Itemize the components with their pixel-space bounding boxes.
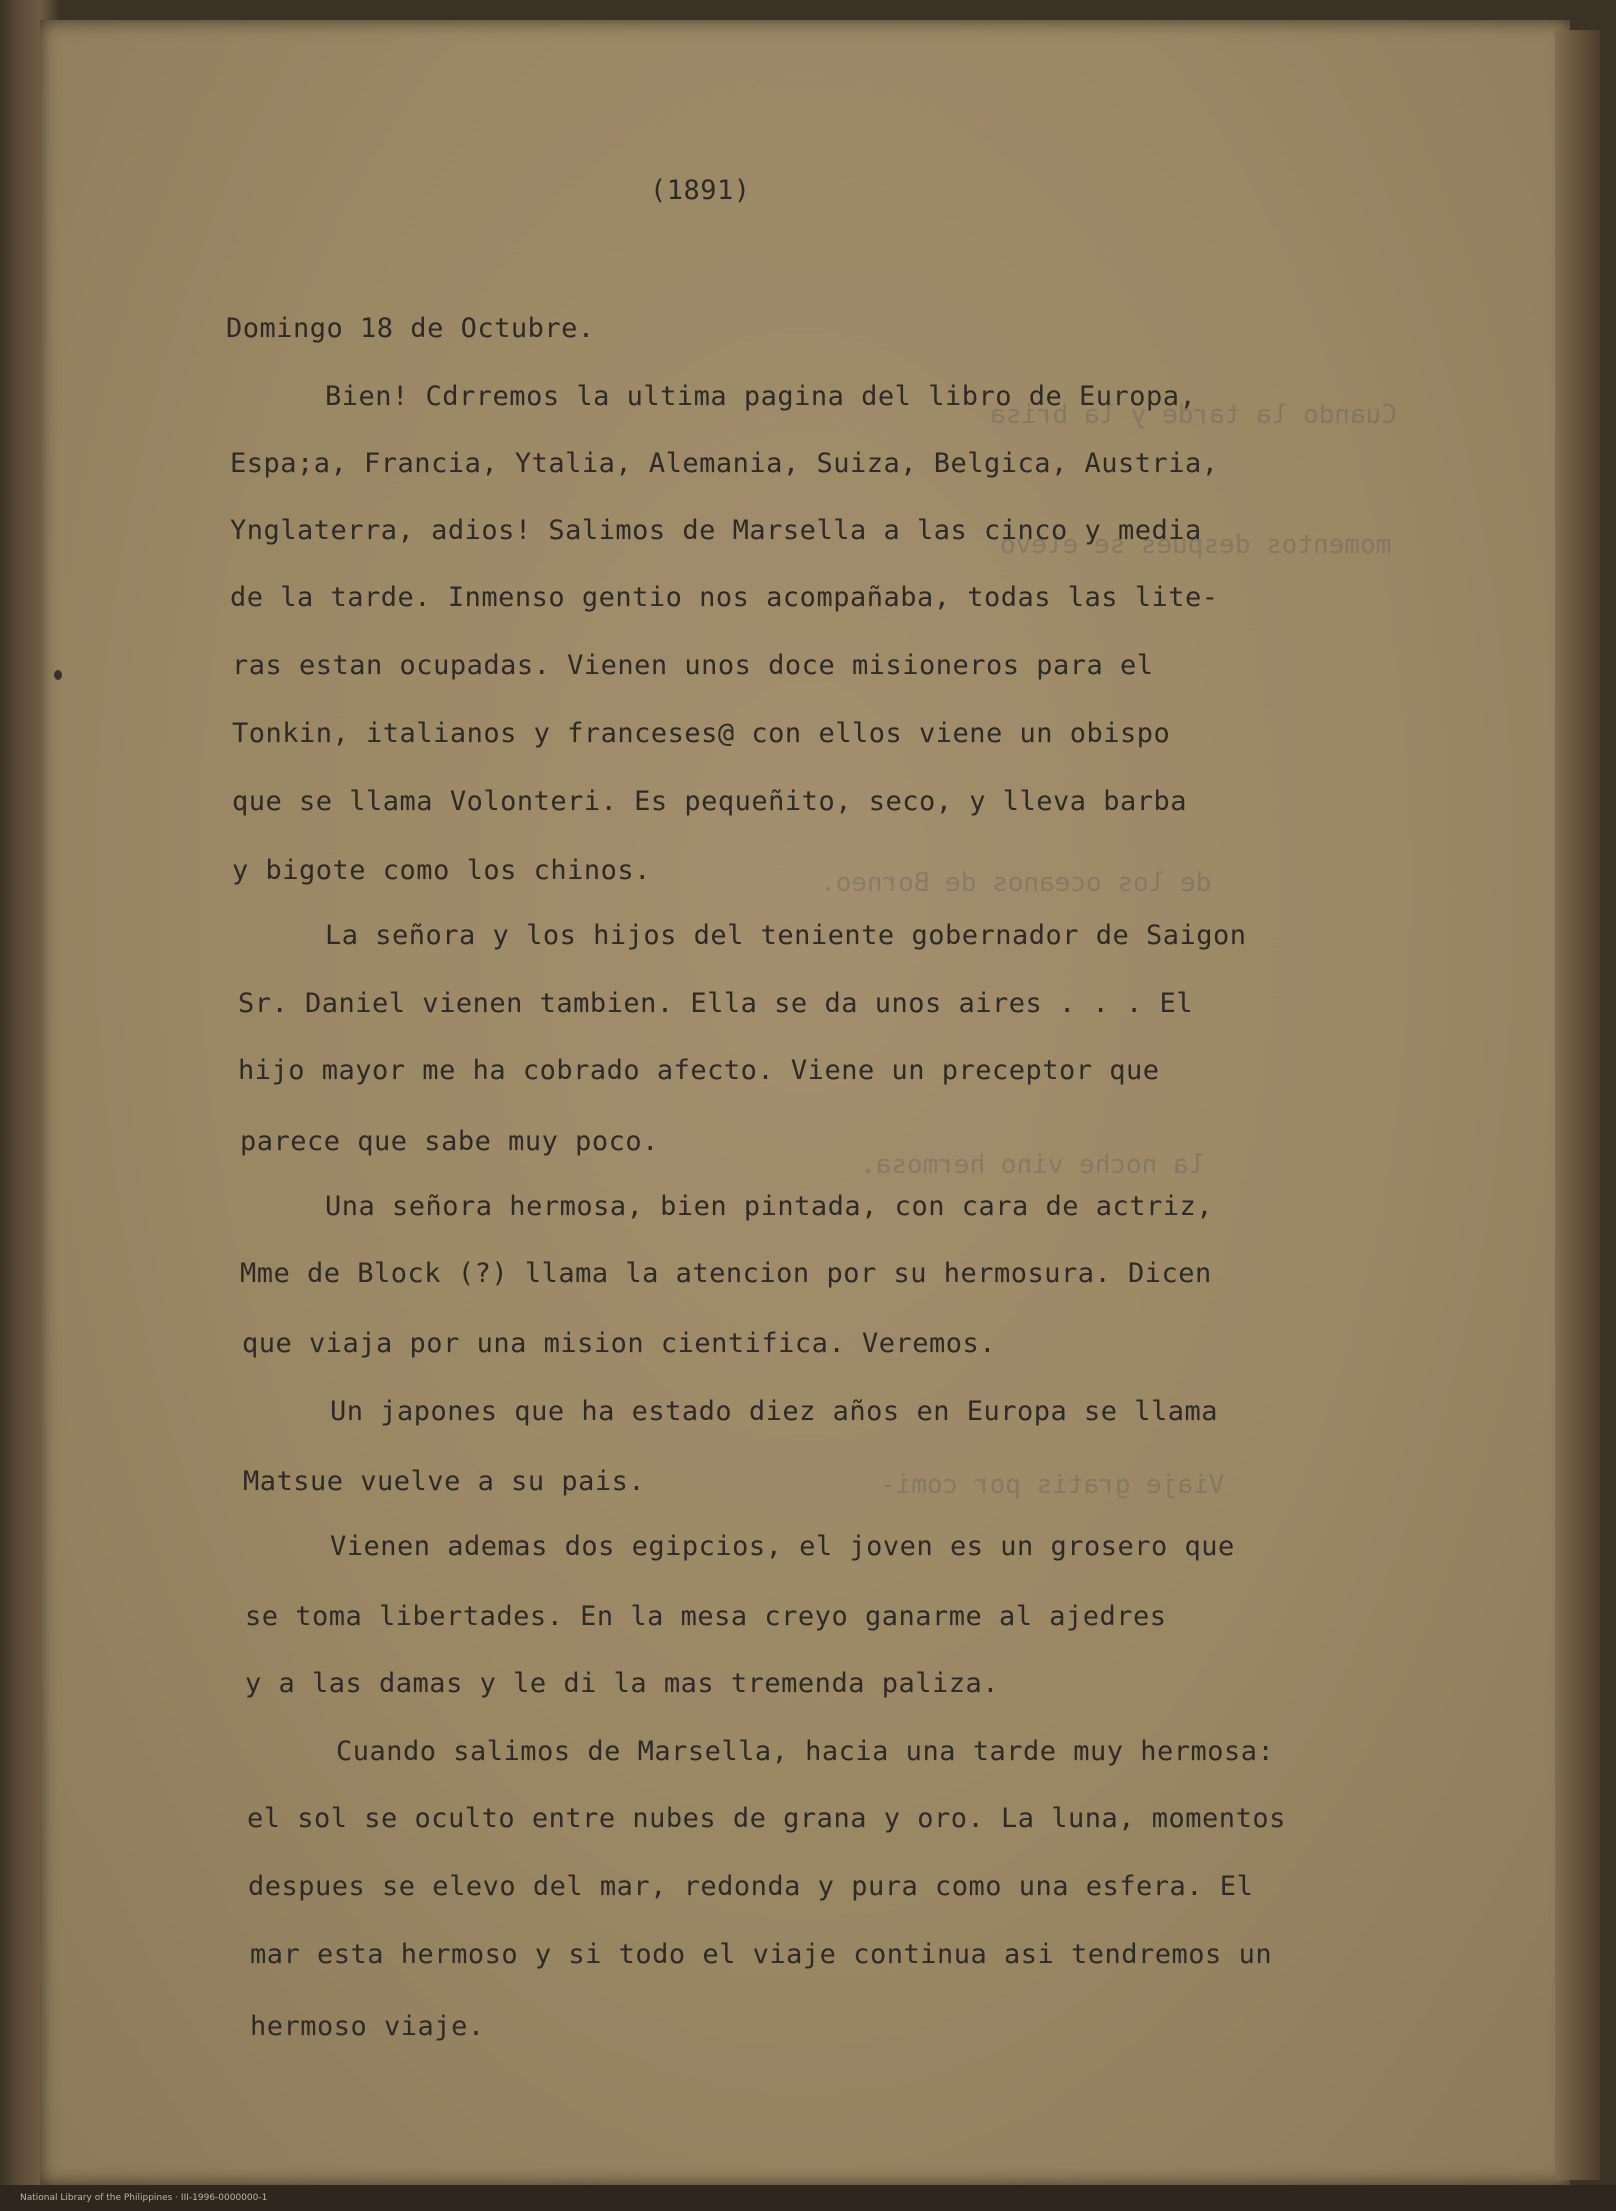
text-line: que se llama Volonteri. Es pequeñito, seco, y lleva barba: [232, 786, 1188, 817]
text-line: Mme de Block (?) llama la atencion por su hermosura. Dicen: [240, 1258, 1212, 1289]
text-line: Bien! Cdrremos la ultima pagina del libro de Europa,: [325, 381, 1197, 412]
text-line: el sol se oculto entre nubes de grana y oro. La luna, momentos: [247, 1803, 1286, 1834]
text-line: despues se elevo del mar, redonda y pura como una esfera. El: [248, 1871, 1254, 1902]
text-line: parece que sabe muy poco.: [240, 1126, 659, 1157]
bleed-through-text: momentos despues se elevo: [1000, 530, 1392, 560]
text-line: se toma libertades. En la mesa creyo ganarme al ajedres: [245, 1601, 1167, 1632]
text-line: hijo mayor me ha cobrado afecto. Viene un preceptor que: [238, 1055, 1160, 1086]
text-line: Un japones que ha estado diez años en Europa se llama: [330, 1396, 1219, 1427]
text-line: ras estan ocupadas. Vienen unos doce misioneros para el: [232, 650, 1154, 681]
entry-date: Domingo 18 de Octubre.: [226, 313, 595, 344]
text-line: y bigote como los chinos.: [232, 855, 651, 886]
text-line: de la tarde. Inmenso gentio nos acompañaba, todas las lite-: [230, 582, 1219, 613]
text-line: mar esta hermoso y si todo el viaje continua asi tendremos un: [250, 1939, 1273, 1970]
text-line: Ynglaterra, adios! Salimos de Marsella a las cinco y media: [230, 515, 1202, 546]
text-line: Matsue vuelve a su pais.: [243, 1466, 646, 1497]
bleed-through-text: Viaje gratis por comi-: [880, 1470, 1225, 1500]
scan-footer-caption: National Library of the Philippines · III-1996-0000000-1: [20, 2193, 268, 2203]
text-line: que viaja por una mision cientifica. Veremos.: [242, 1328, 996, 1359]
text-line: y a las damas y le di la mas tremenda paliza.: [245, 1668, 999, 1699]
text-line: Sr. Daniel vienen tambien. Ella se da unos aires . . . El: [238, 988, 1194, 1019]
text-line: hermoso viaje.: [250, 2011, 485, 2042]
bleed-through-text: de los oceanos de Borneo.: [820, 868, 1212, 898]
text-line: Espa;a, Francia, Ytalia, Alemania, Suiza, Belgica, Austria,: [230, 448, 1219, 479]
page-heading: (1891): [650, 175, 751, 206]
bleed-through-text: Cuando la tarde y la brisa: [990, 400, 1397, 430]
text-line: Tonkin, italianos y franceses@ con ellos viene un obispo: [232, 718, 1171, 749]
text-line: Cuando salimos de Marsella, hacia una tarde muy hermosa:: [336, 1736, 1275, 1767]
text-line: Una señora hermosa, bien pintada, con cara de actriz,: [325, 1191, 1214, 1222]
text-line: La señora y los hijos del teniente gobernador de Saigon: [325, 920, 1247, 951]
text-line: Vienen ademas dos egipcios, el joven es un grosero que: [330, 1531, 1235, 1562]
bleed-through-text: la noche vino hermosa.: [860, 1150, 1205, 1180]
